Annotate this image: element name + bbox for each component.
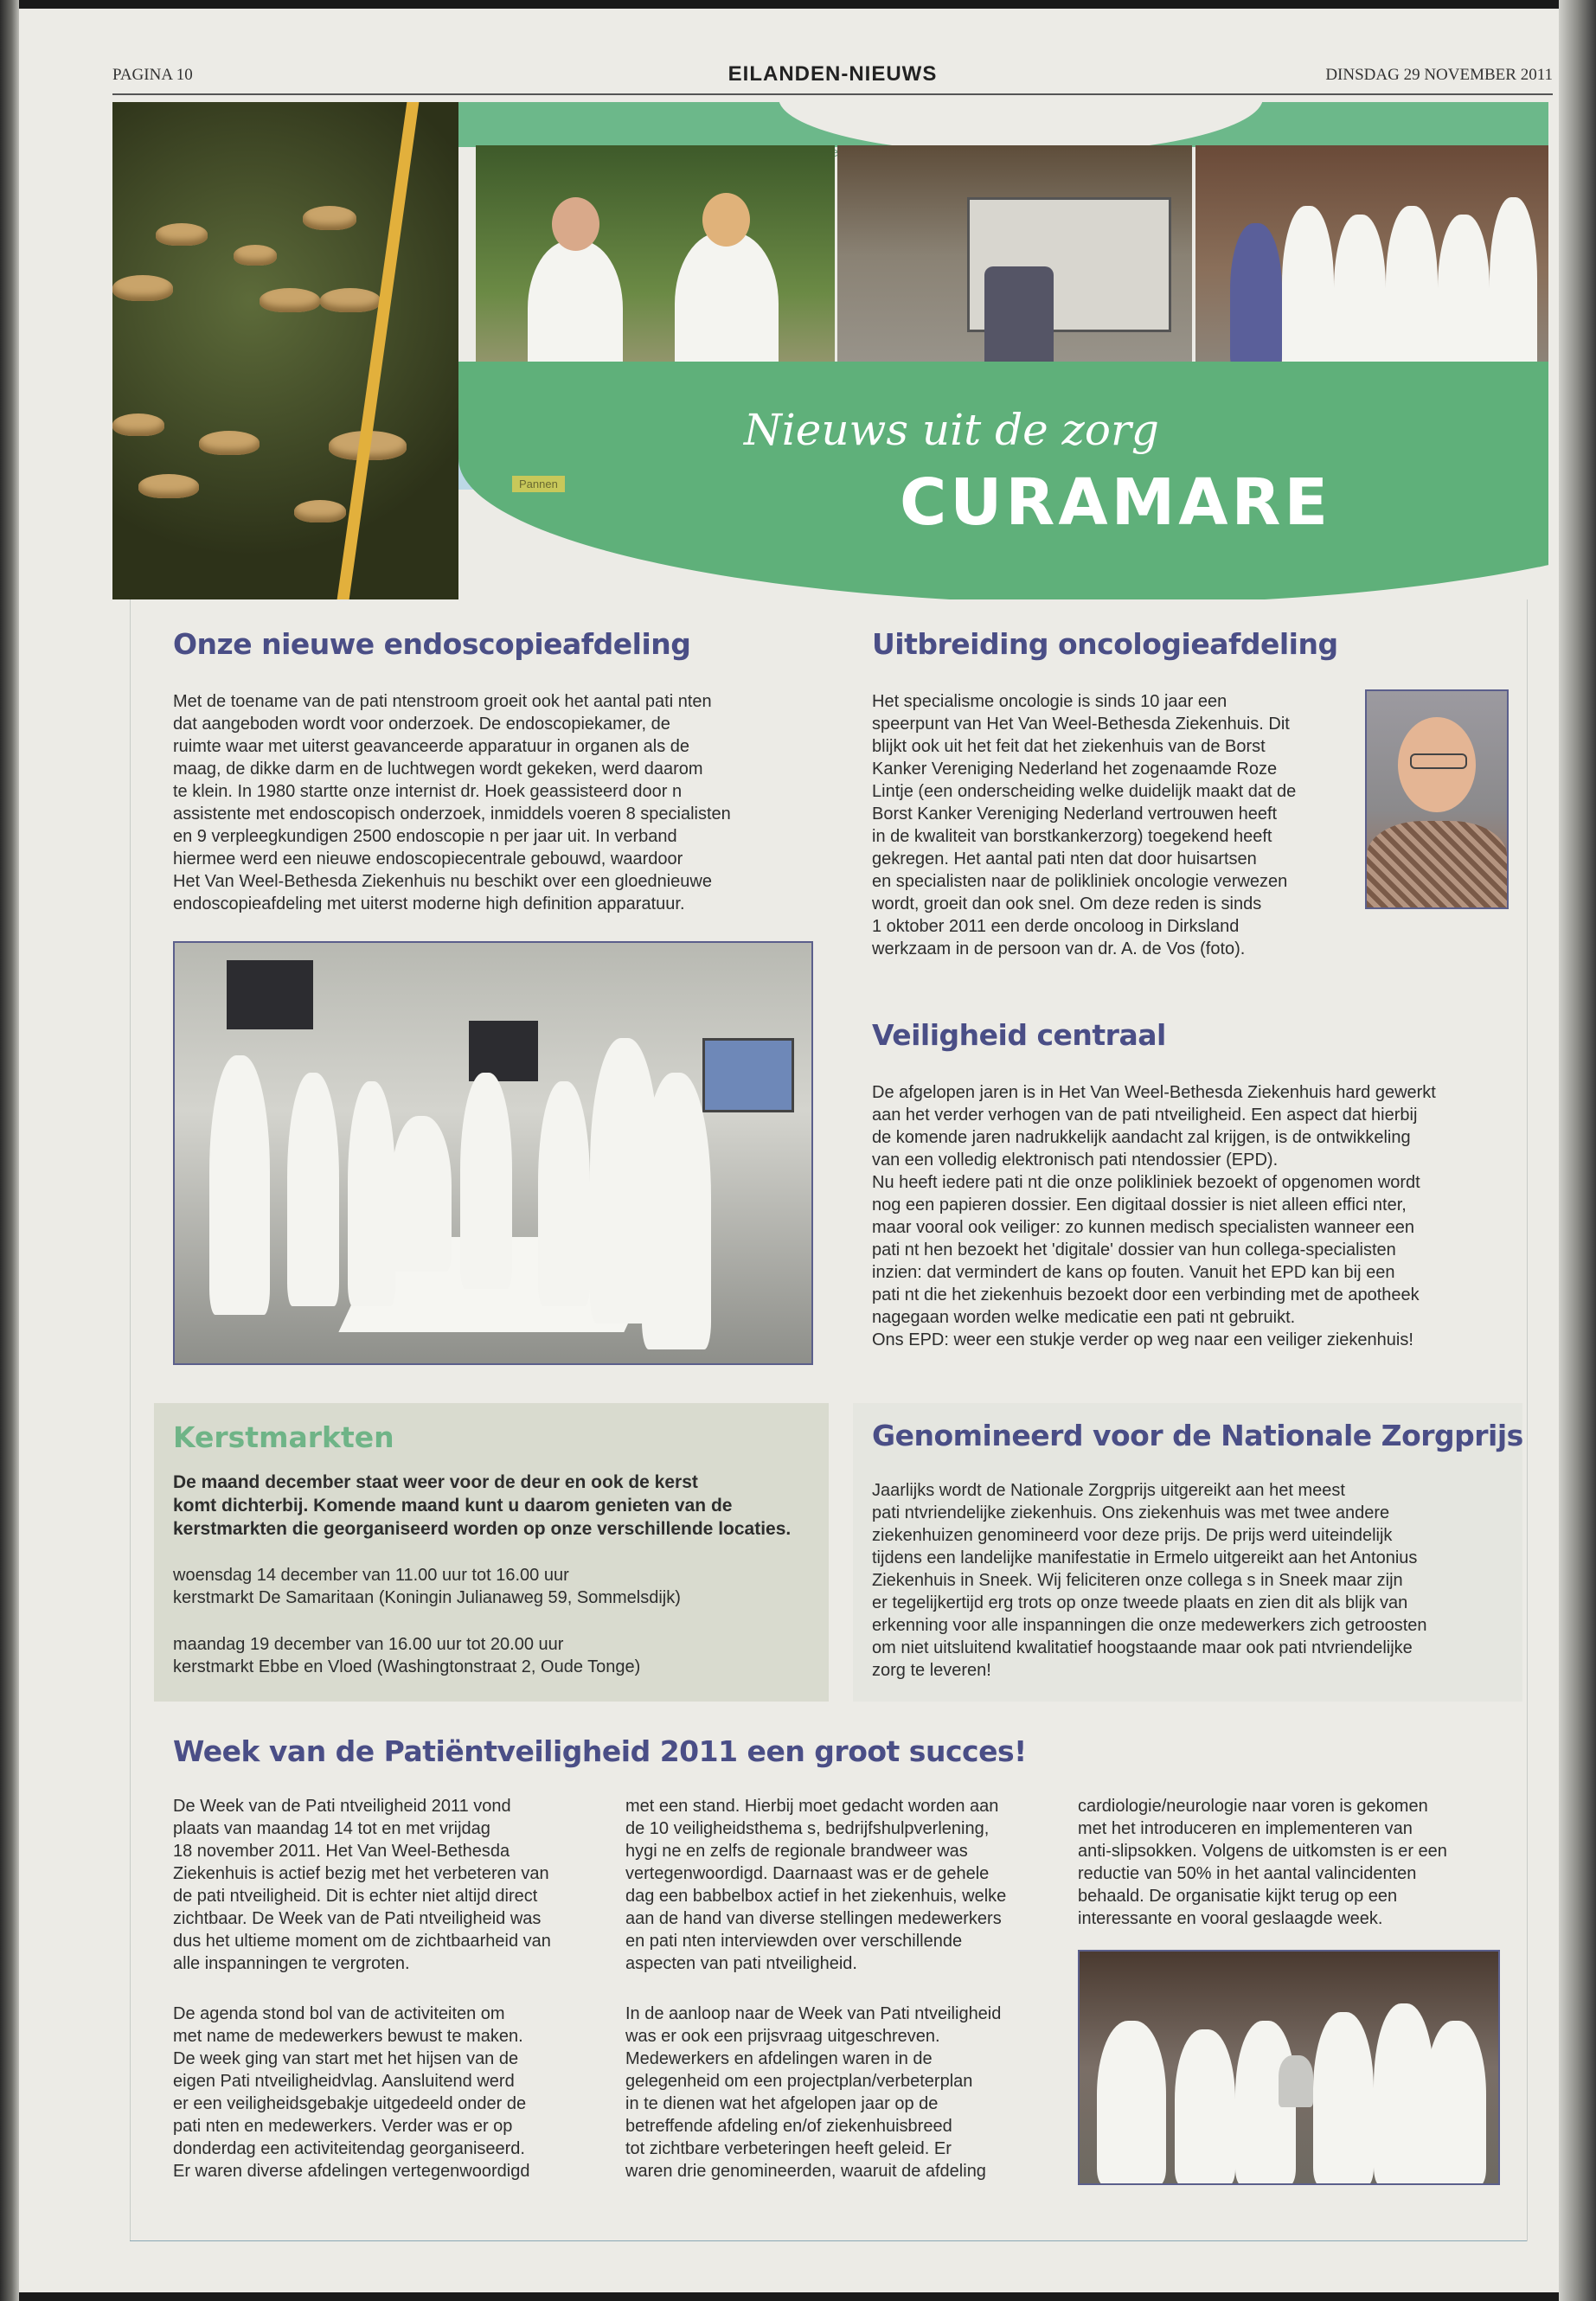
team-member [1282,206,1334,379]
issue-date: DINSDAG 29 NOVEMBER 2011 [1325,66,1553,84]
masthead-rule [112,93,1553,95]
monitor [702,1038,794,1112]
staff-figure [538,1081,590,1306]
kerstmarkten-intro: De maand december staat weer voor de deur en ook de kerst komt dichterbij. Komende maand kunt u daarom genieten van de kerstmarkten die georganiseerd worden op onze verschillende locaties. [173,1472,792,1539]
curamare-header [112,102,1548,599]
week-col2-par1: met een stand. Hierbij moet gedacht worden aan de 10 veiligheidsthema s, bedrijfshulpverlening, hygi ne en zelfs de regionale brandweer was vertegenwoordigd. Daarnaast was er de gehele dag een babbelbox actief in het ziekenhuis, welke aan de hand van diverse stellingen medewerkers en pati nten interviewden over verschillende aspecten van pati ntveiligheid. [625,1797,1007,1973]
page-edge [1559,0,1596,2301]
page-number: PAGINA 10 [112,66,193,84]
mushroom [294,500,346,522]
kerstmarkt-event-2: maandag 19 december van 16.00 uur tot 20.00 uur kerstmarkt Ebbe en Vloed (Washingtonstraat 2, Oude Tonge) [173,1635,641,1676]
staff-figure [209,1055,270,1315]
staff-figure [642,1073,711,1349]
frame-right [1527,599,1528,2241]
header-tagline: Nieuws uit de zorg [744,405,1159,455]
mushroom [156,223,208,246]
photo-winning-team [1078,1950,1500,2185]
photo-endoscopy-team [173,941,813,1365]
header-title: CURAMARE [900,465,1332,540]
team-member [1426,2021,1486,2185]
newspaper-name: EILANDEN-NIEUWS [727,62,938,86]
endoscopie-heading: Onze nieuwe endoscopieafdeling [173,627,691,661]
monitor [469,1021,538,1081]
mushroom [234,245,277,266]
team-member [1097,2021,1166,2185]
kerstmarkten-box [154,1403,829,1702]
staff-figure [287,1073,339,1306]
oncologie-heading: Uitbreiding oncologieafdeling [872,627,1338,661]
kerstmarkten-heading: Kerstmarkten [173,1420,394,1454]
veiligheid-heading: Veiligheid centraal [872,1018,1166,1052]
team-member [1386,206,1438,379]
glasses [1410,753,1467,769]
photo-care-team [1195,145,1548,392]
team-member [1230,223,1282,370]
mushroom [303,206,356,230]
staff-figure [460,1073,512,1289]
week-heading: Week van de Patiëntveiligheid 2011 een groot succes! [173,1734,1027,1768]
mushroom [112,413,164,436]
checked-shirt [1367,821,1507,907]
trophy [1279,2055,1313,2107]
mobility-scooter [984,266,1054,370]
week-col3-text: cardiologie/neurologie naar voren is gekomen met het introduceren en implementeren van anti-slipsokken. Volgens de uitkomsten is er een reductie van 50% in het aantal valincidenten behaald. De organisatie kijkt terug op een interessante en vooral geslaagde week. [1078,1797,1447,1928]
footer-rule [130,2240,1527,2241]
photo-two-nurses [476,145,835,392]
team-member [1175,2029,1235,2185]
nurse-head [702,193,750,247]
team-member [1490,197,1537,379]
mushroom [320,288,381,312]
masthead [112,62,1553,88]
week-col2-par2: In de aanloop naar de Week van Pati ntveiligheid was er ook een prijsvraag uitgeschreven. Medewerkers en afdelingen waren in de gelegenheid om een projectplan/verbeterplan in te dienen wat het afgelopen jaar op de betreffende afdeling en/of ziekenhuisbreed tot zichtbare verbeteringen heeft geleid. Er waren drie genomineerden, waaruit de afdeling [625,2004,1002,2181]
frame-left [130,599,131,2241]
monitor [227,960,313,1029]
team-member [1438,215,1490,379]
book-spine [0,0,19,2301]
oncologie-text: Het specialisme oncologie is sinds 10 jaar een speerpunt van Het Van Weel-Bethesda Ziekenhuis. Dit blijkt ook uit het feit dat het ziekenhuis van de Borst Kanker Vereniging Nederland het zogenaamde Roze Lintje (een onderscheiding welke duidelijk maakt dat de Borst Kanker Vereniging Nederland vertrouwen heeft in de kwaliteit van borstkankerzorg) toegekend heeft gekregen. Het aantal pati nten dat door huisartsen en specialisten naar de polikliniek oncologie verwezen wordt, groeit dan ook snel. Om deze reden is sinds 1 oktober 2011 een derde oncoloog in Dirksland werkzaam in de persoon van dr. A. de Vos (foto). [872,692,1297,958]
zorgprijs-heading: Genomineerd voor de Nationale Zorgprijs [872,1419,1523,1452]
week-col1-par1: De Week van de Pati ntveiligheid 2011 vond plaats van maandag 14 tot en met vrijdag 18 november 2011. Het Van Weel-Bethesda Ziekenhuis is actief bezig met het verbeteren van de pati ntveiligheid. Dit is echter niet altijd direct zichtbaar. De Week van de Pati ntveiligheid was dus het ultieme moment om de zichtbaarheid van alle inspanningen te vergroten. [173,1797,551,1973]
photo-hospital-entrance [837,145,1192,392]
staff-figure [348,1081,395,1306]
endoscopie-text: Met de toename van de pati ntenstroom groeit ook het aantal pati nten dat aangeboden wordt voor onderzoek. De endoscopiekamer, de ruimte waar met uiterst geavanceerde apparatuur in organen als de maag, de dikke darm en de luchtwegen wordt gekeken, werd daarom te klein. In 1980 startte onze internist dr. Hoek geassisteerd door n assistente met endoscopisch onderzoek, inmiddels voeren 8 specialisten en 9 verpleegkundigen 2500 endoscopie n per jaar uit. In verband hiermee werd een nieuwe endoscopiecentrale gebouwd, waardoor Het Van Weel-Bethesda Ziekenhuis nu beschikt over een gloednieuwe endoscopieafdeling met uiterst moderne high definition apparatuur. [173,692,731,913]
team-member [1334,215,1386,379]
team-member [1313,2012,1374,2185]
veiligheid-text: De afgelopen jaren is in Het Van Weel-Bethesda Ziekenhuis hard gewerkt aan het verder verhogen van de pati ntveiligheid. Een aspect dat hierbij de komende jaren nadrukkelijk aandacht zal krijgen, is de ontwikkeling van een volledig elektronisch pati ntendossier (EPD). Nu heeft iedere pati nt die onze polikliniek bezoekt of opgenomen wordt nog een papieren dossier. Een digitaal dossier is niet alleen effici nter, maar vooral ook veiliger: zo kunnen medisch specialisten wanneer een pati nt hen bezoekt het 'digitale' dossier van hun collega-specialisten inzien: dat vermindert de kans op fouten. Vanuit het EPD kan bij een pati nt die het ziekenhuis bezoekt door een verbinding met de apotheek nagegaan worden welke medicatie een pati nt gebruikt. Ons EPD: weer een stukje verder op weg naar een veiliger ziekenhuis! [872,1083,1436,1349]
zorgprijs-text: Jaarlijks wordt de Nationale Zorgprijs uitgereikt aan het meest pati ntvriendelijke ziekenhuis. Ons ziekenhuis was met twee andere ziekenhuizen genomineerd voor deze prijs. De prijs werd uiteindelijk tijdens een landelijke manifestatie in Ermelo uitgereikt aan het Antonius Ziekenhuis in Sneek. Wij feliciteren onze collega s in Sneek maar zijn er tegelijkertijd erg trots op onze tweede plaats en zien dit als blijk van erkenning voor alle inspanningen die onze medewerkers zich getroosten om niet uitsluitend kwalitatief hoogstaande maar ook pati ntvriendelijke zorg te leveren! [872,1481,1427,1680]
mushroom [199,431,260,455]
kerstmarkt-event-1: woensdag 14 december van 11.00 uur tot 16.00 uur kerstmarkt De Samaritaan (Koningin Julianaweg 59, Sommelsdijk) [173,1566,681,1607]
staff-figure [391,1116,452,1272]
photo-dr-de-vos [1365,689,1509,909]
mushroom [260,288,320,312]
nurse-head [552,197,599,251]
mushroom [138,474,199,498]
week-col1-par2: De agenda stond bol van de activiteiten om met name de medewerkers bewust te maken. De week ging van start met het hijsen van de eigen Pati ntveiligheidvlag. Aansluitend werd er een veiligheidsgebakje uitgedeeld onder de pati nten en medewerkers. Verder was er op donderdag een activiteitendag georganiseerd. Er waren diverse afdelingen vertegenwoordigd [173,2004,530,2181]
tag-label: Pannen [512,476,565,492]
mushroom [112,275,173,301]
